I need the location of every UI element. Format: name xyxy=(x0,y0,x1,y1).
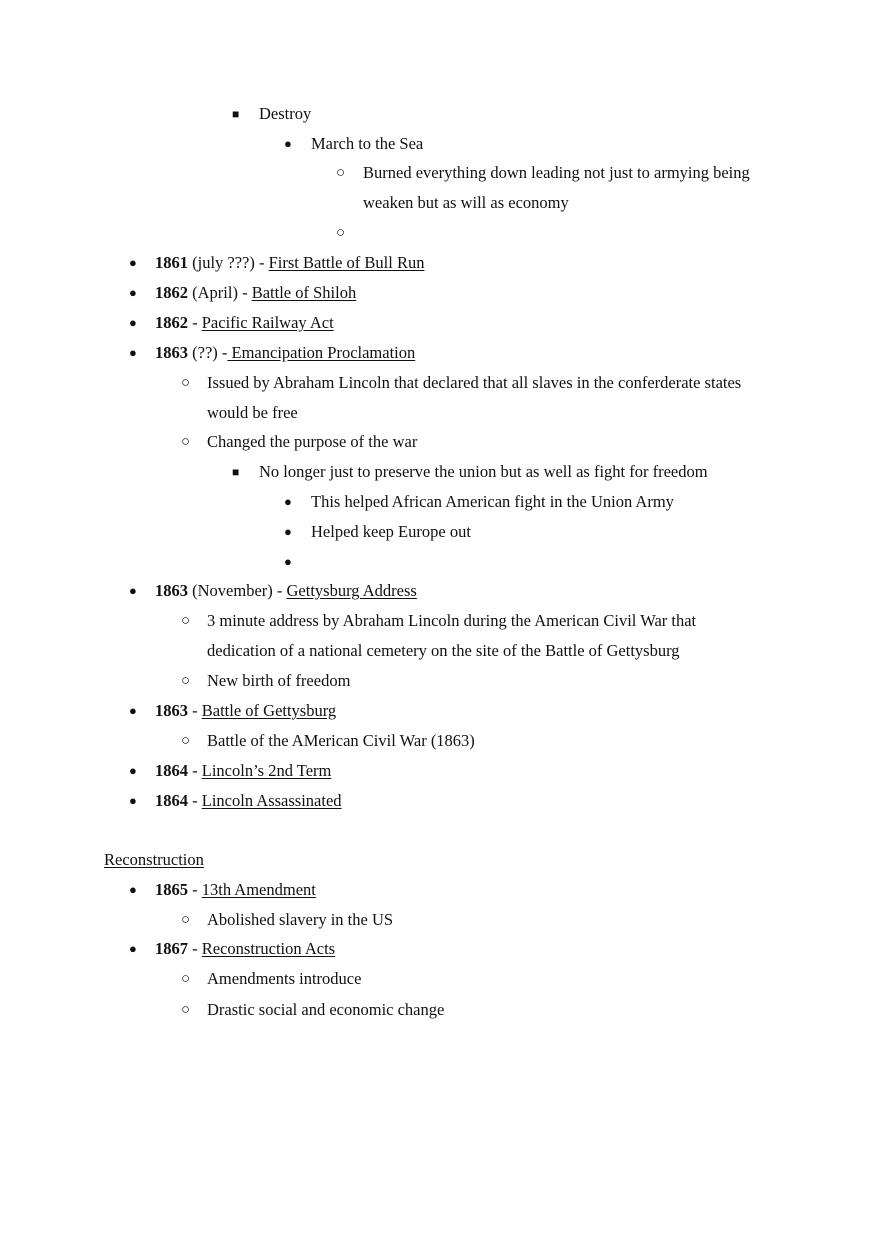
list-item-continuation xyxy=(0,188,880,218)
item-text: Helped keep Europe out xyxy=(311,522,471,541)
event-year: 1864 xyxy=(155,791,188,810)
list-item xyxy=(0,487,880,517)
item-text xyxy=(155,278,356,308)
event-qualifier: - xyxy=(188,761,202,780)
list-item xyxy=(0,427,880,457)
disc-bullet-icon: ● xyxy=(129,763,137,778)
event-title: Emancipation Proclamation xyxy=(227,343,416,362)
disc-bullet-icon: ● xyxy=(284,524,292,539)
event-title: Lincoln’s 2nd Term xyxy=(201,761,332,780)
item-text: No longer just to preserve the union but as well as fight for freedom xyxy=(259,462,708,481)
event-qualifier: - xyxy=(188,313,202,332)
event-year: 1865 xyxy=(155,880,188,899)
item-text: Drastic social and economic change xyxy=(207,1000,445,1019)
list-item-continuation xyxy=(0,398,880,428)
event-title: Battle of Gettysburg xyxy=(201,701,337,720)
event-title: Battle of Shiloh xyxy=(251,283,357,302)
list-item xyxy=(0,158,880,188)
disc-bullet-icon: ● xyxy=(129,583,137,598)
event-qualifier: (November) - xyxy=(188,581,287,600)
list-item xyxy=(0,964,880,994)
item-text: Burned everything down leading not just to armying being xyxy=(363,163,750,182)
event-qualifier: - xyxy=(188,939,202,958)
event-shiloh xyxy=(0,278,880,308)
event-title: Gettysburg Address xyxy=(286,581,417,600)
event-year: 1861 xyxy=(155,253,188,272)
event-title: Pacific Railway Act xyxy=(201,313,334,332)
item-text: Changed the purpose of the war xyxy=(207,432,418,451)
event-gettysburg-address xyxy=(0,576,880,606)
circle-bullet-icon: ○ xyxy=(181,673,191,689)
event-second-term xyxy=(0,756,880,786)
event-railway xyxy=(0,308,880,338)
event-title: 13th Amendment xyxy=(201,880,316,899)
circle-bullet-icon: ○ xyxy=(181,613,191,629)
disc-bullet-icon: ● xyxy=(284,136,292,151)
list-item xyxy=(0,995,880,1025)
disc-bullet-icon: ● xyxy=(129,315,137,330)
item-text: 3 minute address by Abraham Lincoln during the American Civil War that xyxy=(207,611,697,630)
event-qualifier: (April) - xyxy=(188,283,252,302)
event-qualifier: (??) - xyxy=(188,343,228,362)
item-text: Abolished slavery in the US xyxy=(207,910,394,929)
list-item-continuation xyxy=(0,636,880,666)
item-text xyxy=(155,338,415,368)
event-title: Reconstruction Acts xyxy=(201,939,336,958)
event-year: 1867 xyxy=(155,939,188,958)
circle-bullet-icon: ○ xyxy=(336,225,346,241)
item-text xyxy=(155,756,331,786)
circle-bullet-icon: ○ xyxy=(336,165,346,181)
list-item xyxy=(0,368,880,398)
circle-bullet-icon: ○ xyxy=(181,733,191,749)
item-text xyxy=(155,934,335,964)
disc-bullet-icon: ● xyxy=(284,494,292,509)
list-item xyxy=(0,129,880,159)
disc-bullet-icon: ● xyxy=(129,941,137,956)
event-qualifier: - xyxy=(188,701,202,720)
event-title: First Battle of Bull Run xyxy=(268,253,425,272)
disc-bullet-icon: ● xyxy=(129,345,137,360)
disc-bullet-icon: ● xyxy=(129,703,137,718)
item-text: March to the Sea xyxy=(311,134,424,153)
disc-bullet-icon: ● xyxy=(129,255,137,270)
item-text: weaken but as will as economy xyxy=(363,193,569,212)
item-text xyxy=(155,248,424,278)
event-qualifier: - xyxy=(188,791,202,810)
empty-list-item xyxy=(0,218,880,248)
reconstruction-heading: Reconstruction xyxy=(104,850,204,869)
event-title: Lincoln Assassinated xyxy=(201,791,342,810)
event-emancipation xyxy=(0,338,880,368)
item-text: Destroy xyxy=(259,104,312,123)
item-text xyxy=(155,786,342,816)
event-year: 1862 xyxy=(155,283,188,302)
disc-bullet-icon: ● xyxy=(284,554,292,569)
circle-bullet-icon: ○ xyxy=(181,971,191,987)
event-assassinated xyxy=(0,786,880,816)
item-text xyxy=(155,576,417,606)
event-bull-run xyxy=(0,248,880,278)
list-item xyxy=(0,606,880,636)
event-13th-amendment xyxy=(0,875,880,905)
item-text: would be free xyxy=(207,403,298,422)
event-qualifier: - xyxy=(188,880,202,899)
list-item xyxy=(0,457,880,487)
disc-bullet-icon: ● xyxy=(129,793,137,808)
item-text: Issued by Abraham Lincoln that declared that all slaves in the conferderate states xyxy=(207,373,742,392)
item-text: Battle of the AMerican Civil War (1863) xyxy=(207,731,475,750)
event-year: 1863 xyxy=(155,343,188,362)
list-item xyxy=(0,99,880,129)
item-text: Amendments introduce xyxy=(207,969,362,988)
list-item xyxy=(0,905,880,935)
event-gettysburg-battle xyxy=(0,696,880,726)
square-bullet-icon: ■ xyxy=(232,107,240,121)
square-bullet-icon: ■ xyxy=(232,465,240,479)
item-text: This helped African American fight in the Union Army xyxy=(311,492,674,511)
list-item xyxy=(0,726,880,756)
section-heading xyxy=(0,845,880,875)
event-year: 1862 xyxy=(155,313,188,332)
event-reconstruction-acts xyxy=(0,934,880,964)
disc-bullet-icon: ● xyxy=(129,285,137,300)
circle-bullet-icon: ○ xyxy=(181,1002,191,1018)
circle-bullet-icon: ○ xyxy=(181,912,191,928)
circle-bullet-icon: ○ xyxy=(181,434,191,450)
event-year: 1863 xyxy=(155,581,188,600)
circle-bullet-icon: ○ xyxy=(181,375,191,391)
empty-list-item xyxy=(0,547,880,577)
item-text xyxy=(155,696,336,726)
item-text: New birth of freedom xyxy=(207,671,351,690)
event-qualifier: (july ???) - xyxy=(188,253,269,272)
item-text xyxy=(155,308,334,338)
event-year: 1863 xyxy=(155,701,188,720)
event-year: 1864 xyxy=(155,761,188,780)
list-item xyxy=(0,666,880,696)
item-text xyxy=(155,875,316,905)
list-item xyxy=(0,517,880,547)
disc-bullet-icon: ● xyxy=(129,882,137,897)
item-text: dedication of a national cemetery on the site of the Battle of Gettysburg xyxy=(207,641,680,660)
